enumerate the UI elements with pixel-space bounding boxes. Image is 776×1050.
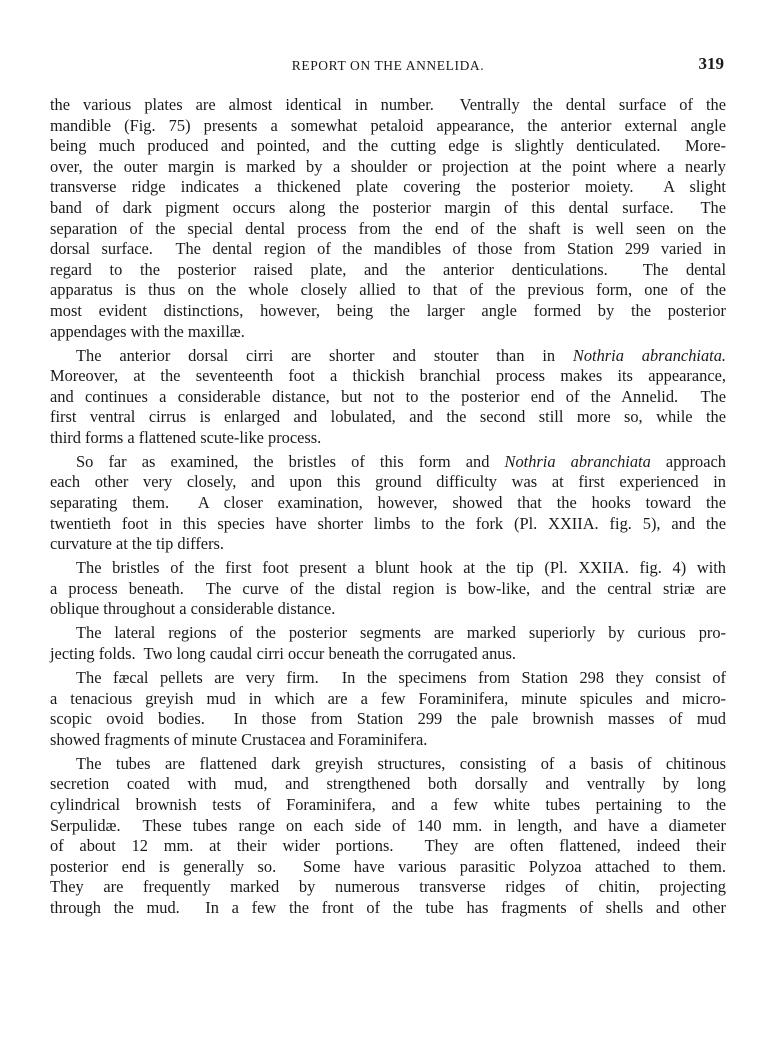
italic-species-name: Nothria abranchiata.: [572, 345, 726, 365]
text-line: Serpulidæ. These tubes range on each side of 140 mm. in length, and have a diameter: [50, 815, 726, 835]
paragraph: [50, 668, 726, 750]
text-line: apparatus is thus on the whole closely allied to that of the previous form, one of the: [50, 280, 726, 300]
text-line: showed fragments of minute Crustacea and Foraminifera.: [50, 729, 428, 749]
text-line: band of dark pigment occurs along the posterior margin of this dental surface. The: [50, 197, 726, 217]
text-line: The tubes are flattened dark greyish structures, consisting of a basis of chitinous: [76, 753, 726, 773]
italic-species-name: Nothria abranchiata: [504, 451, 651, 471]
text-line: separation of the special dental process from the end of the shaft is well seen on the: [50, 218, 726, 238]
page-header: [0, 54, 776, 82]
text-line: dorsal surface. The dental region of the mandibles of those from Station 299 varied in: [50, 239, 726, 259]
text-line: posterior end is generally so. Some have various parasitic Polyzoa attached to them.: [50, 856, 726, 876]
text-line: jecting folds. Two long caudal cirri occur beneath the corrugated anus.: [50, 644, 516, 663]
text-line: the various plates are almost identical in number. Ventrally the dental surface of the: [50, 95, 726, 114]
text-line: being much produced and pointed, and the cutting edge is slightly denticulated. More-: [50, 136, 726, 156]
text-line: third forms a flattened scute-like process.: [50, 427, 322, 447]
text-line: The anterior dorsal cirri are shorter and stouter than in Nothria abranchiata.: [76, 345, 726, 365]
text-line: cylindrical brownish tests of Foraminifera, and a few white tubes pertaining to the: [50, 794, 726, 814]
text-line: each other very closely, and upon this ground difficulty was at first experienced in: [50, 472, 726, 492]
text-line: through the mud. In a few the front of the tube has fragments of shells and other: [50, 897, 726, 917]
text-line: twentieth foot in this species have shorter limbs to the fork (Pl. XXIIA. fig. 5), and the: [50, 513, 726, 533]
text-line: mandible (Fig. 75) presents a somewhat petaloid appearance, the anterior external angle: [50, 115, 726, 135]
text-line: over, the outer margin is marked by a shoulder or projection at the point where a nearly: [50, 156, 726, 176]
page-number: 319: [698, 54, 724, 73]
paragraph: [50, 623, 726, 664]
paragraph: [50, 95, 726, 342]
paragraph: [50, 346, 726, 449]
text-line: a tenacious greyish mud in which are a few Foraminifera, minute spicules and micro-: [50, 688, 726, 708]
body-text: [50, 95, 726, 919]
running-title: REPORT ON THE ANNELIDA.: [291, 58, 485, 73]
text-line: The bristles of the first foot present a blunt hook at the tip (Pl. XXIIA. fig. 4) with: [76, 558, 726, 578]
text-line: scopic ovoid bodies. In those from Station 299 the pale brownish masses of mud: [50, 709, 726, 729]
text-line: secretion coated with mud, and strengthened both dorsally and ventrally by long: [50, 774, 726, 794]
text-line: The lateral regions of the posterior segments are marked superiorly by curious pro-: [76, 623, 726, 643]
text-line: The fæcal pellets are very firm. In the specimens from Station 298 they consist of: [76, 667, 726, 687]
text-line: oblique throughout a considerable distance.: [50, 599, 336, 619]
text-line: regard to the posterior raised plate, and the anterior denticulations. The dental: [50, 259, 726, 279]
paragraph: [50, 452, 726, 555]
paragraph: [50, 558, 726, 620]
text-line: and continues a considerable distance, but not to the posterior end of the Annelid. The: [50, 386, 726, 406]
paragraph: [50, 754, 726, 919]
text-line: of about 12 mm. at their wider portions. They are often flattened, indeed their: [50, 836, 726, 856]
text-line: separating them. A closer examination, however, showed that the hooks toward the: [50, 493, 726, 513]
text-line: a process beneath. The curve of the distal region is bow-like, and the central striæ are: [50, 578, 726, 598]
text-line: They are frequently marked by numerous transverse ridges of chitin, projecting: [50, 877, 726, 897]
text-line: Moreover, at the seventeenth foot a thickish branchial process makes its appearance,: [50, 366, 726, 386]
text-line: first ventral cirrus is enlarged and lobulated, and the second still more so, while the: [50, 407, 726, 427]
text-line: So far as examined, the bristles of this form and Nothria abranchiata approach: [76, 451, 726, 471]
text-line: most evident distinctions, however, being the larger angle formed by the posterior: [50, 300, 726, 320]
text-line: curvature at the tip differs.: [50, 534, 225, 554]
text-line: transverse ridge indicates a thickened plate covering the posterior moiety. A slight: [50, 177, 726, 197]
text-line: appendages with the maxillæ.: [50, 321, 245, 341]
